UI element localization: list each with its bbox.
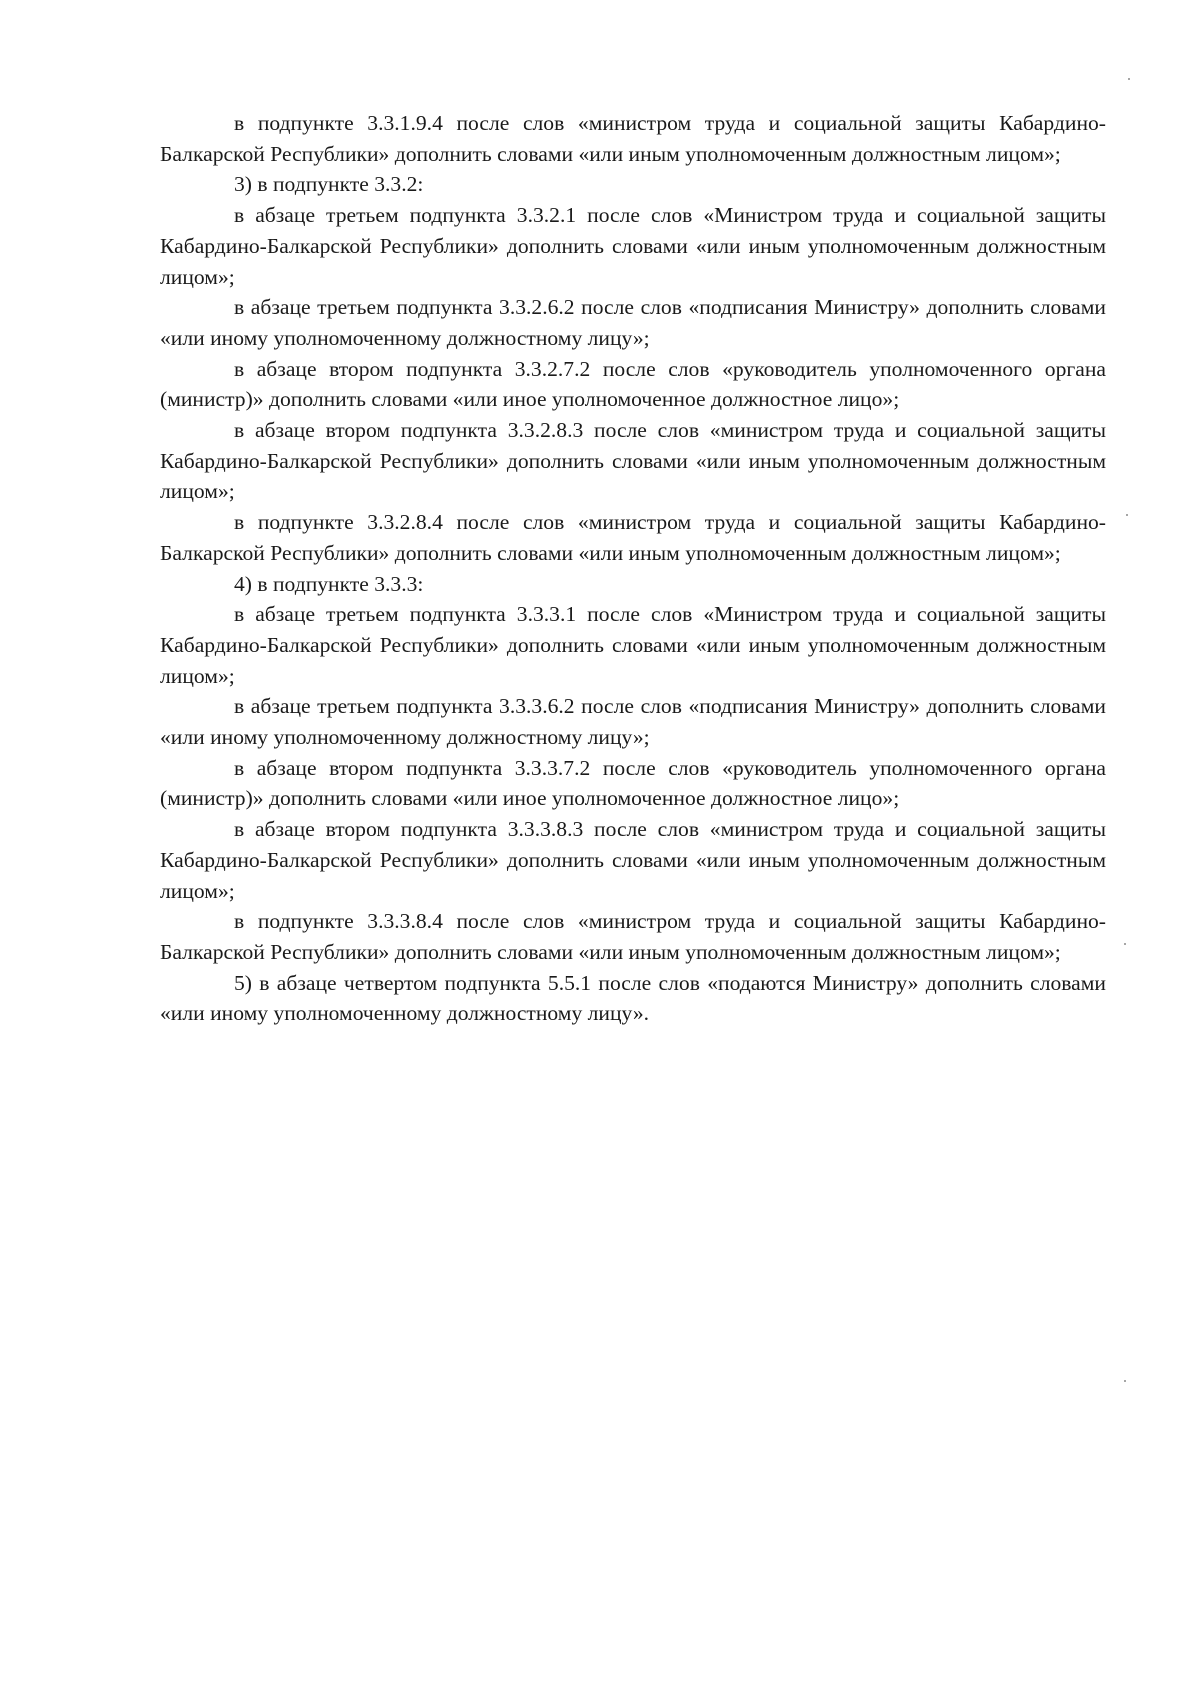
paragraph-3-3-2-8-3: в абзаце втором подпункта 3.3.2.8.3 после слов «министром труда и социальной защиты Кабардино-Балкарской Республики» дополнить словами «или иным уполномоченным должностным лицом»; — [160, 418, 1106, 504]
paragraph-3-3-3-7-2: в абзаце втором подпункта 3.3.3.7.2 после слов «руководитель уполномоченного органа (министр)» дополнить словами «или иное уполномоченное должностное лицо»; — [160, 755, 1106, 811]
paragraph-item-5-5-5-1: 5) в абзаце четвертом подпункта 5.5.1 после слов «подаются Министру» дополнить словами «или иному уполномоченному должностному лицу». — [160, 970, 1106, 1026]
paragraph-3-3-3-6-2: в абзаце третьем подпункта 3.3.3.6.2 после слов «подписания Министру» дополнить словами «или иному уполномоченному должностному лицу»; — [160, 694, 1106, 750]
paragraph-3-3-2-8-4: в подпункте 3.3.2.8.4 после слов «министром труда и социальной защиты Кабардино-Балкарской Республики» дополнить словами «или иным уполномоченным должностным лицом»; — [160, 510, 1106, 565]
paragraph-3-3-1-9-4: в подпункте 3.3.1.9.4 после слов «министром труда и социальной защиты Кабардино-Балкарской Республики» дополнить словами «или иным уполномоченным должностным лицом»; — [160, 111, 1106, 166]
paragraph-3-3-3-1: в абзаце третьем подпункта 3.3.3.1 после слов «Министром труда и социальной защиты Кабардино-Балкарской Республики» дополнить словами «или иным уполномоченным должностным лицом»; — [160, 602, 1106, 688]
paragraph-3-3-2-7-2: в абзаце втором подпункта 3.3.2.7.2 после слов «руководитель уполномоченного органа (министр)» дополнить словами «или иное уполномоченное должностное лицо»; — [160, 356, 1106, 412]
paragraph-3-3-3-8-4: в подпункте 3.3.3.8.4 после слов «министром труда и социальной защиты Кабардино-Балкарской Республики» дополнить словами «или иным уполномоченным должностным лицом»; — [160, 909, 1106, 964]
paragraph-item-4-heading: 4) в подпункте 3.3.3: — [234, 571, 424, 596]
document-body — [160, 108, 1106, 1029]
scan-speck — [1124, 1380, 1126, 1382]
scan-speck — [1124, 943, 1126, 945]
paragraph-3-3-2-6-2: в абзаце третьем подпункта 3.3.2.6.2 после слов «подписания Министру» дополнить словами «или иному уполномоченному должностному лицу»; — [160, 295, 1106, 350]
paragraph-3-3-2-1: в абзаце третьем подпункта 3.3.2.1 после слов «Министром труда и социальной защиты Кабардино-Балкарской Республики» дополнить словами «или иным уполномоченным должностным лицом»; — [160, 203, 1106, 289]
scan-speck — [1128, 78, 1130, 80]
scan-speck — [1126, 514, 1128, 516]
paragraph-3-3-3-8-3: в абзаце втором подпункта 3.3.3.8.3 после слов «министром труда и социальной защиты Кабардино-Балкарской Республики» дополнить словами «или иным уполномоченным должностным лицом»; — [160, 817, 1106, 903]
paragraph-item-3-heading: 3) в подпункте 3.3.2: — [234, 172, 424, 197]
